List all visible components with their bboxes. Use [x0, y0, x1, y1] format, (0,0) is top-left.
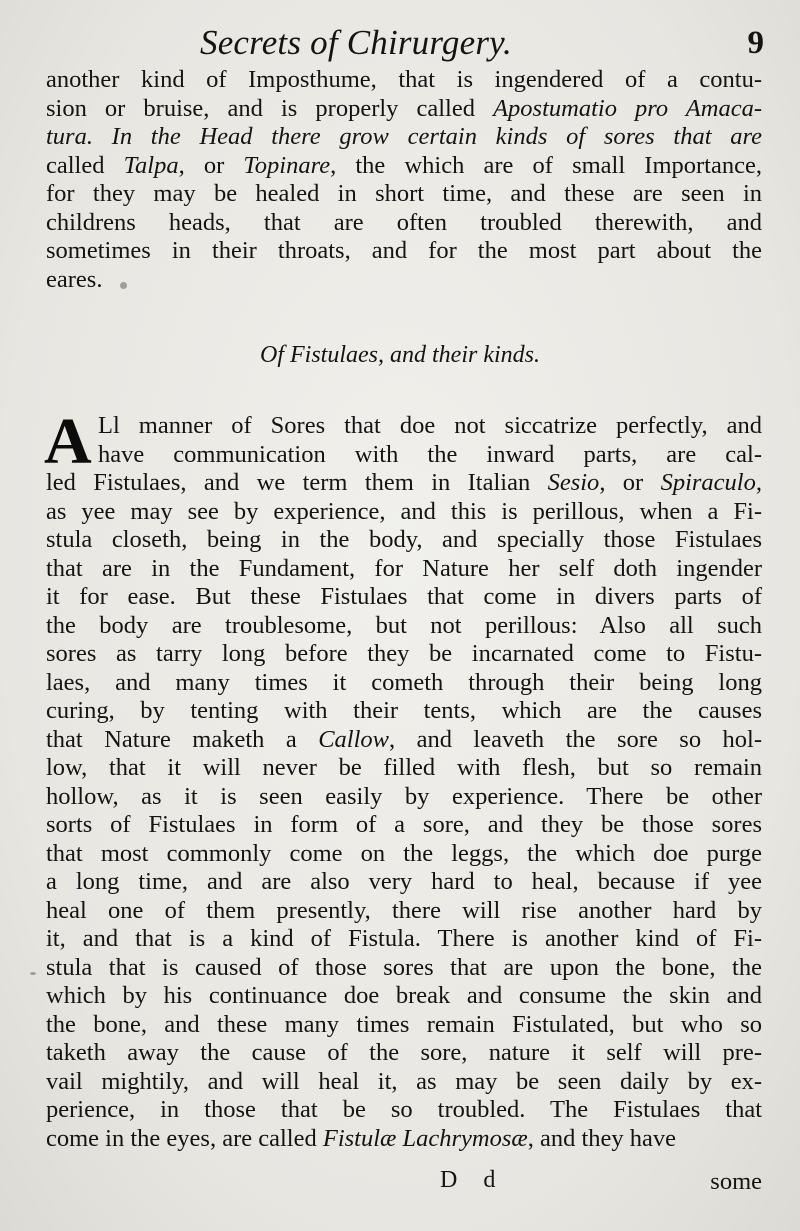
- text-run: Ll manner of Sores that doe not siccatrize perfectly, and: [98, 412, 762, 439]
- italic-term: In the Head there grow certain kinds of sores that are: [92, 123, 762, 150]
- italic-term: Apostumatio pro Amaca-: [493, 94, 762, 122]
- text-line: [46, 925, 762, 954]
- text-line: [46, 123, 762, 152]
- text-line: [46, 266, 762, 295]
- text-run: eares.: [46, 265, 103, 293]
- text-run: , or: [599, 469, 661, 496]
- text-line: [46, 555, 762, 584]
- text-run: , and they have: [527, 1124, 677, 1152]
- text-line: [46, 1068, 762, 1097]
- text-line: [46, 954, 762, 983]
- text-line: [46, 697, 762, 726]
- text-run: , or: [178, 151, 244, 179]
- paragraph-1: [46, 66, 762, 294]
- italic-term: Talpa: [123, 151, 179, 179]
- text-run: laes, and many times it cometh through their being long: [46, 668, 762, 696]
- text-line: [46, 1096, 762, 1125]
- section-heading: Of Fistulaes, and their kinds.: [260, 342, 540, 368]
- text-line: [46, 1039, 762, 1068]
- text-line: [46, 726, 762, 755]
- text-run: sorts of Fistulaes in form of a sore, and they be those sores: [46, 811, 762, 838]
- text-line: [46, 840, 762, 869]
- ink-speck: [30, 972, 36, 975]
- text-line: [46, 469, 762, 498]
- text-line: [46, 237, 762, 266]
- page-number: 9: [747, 25, 764, 61]
- text-run: come in the eyes, are called: [46, 1124, 323, 1152]
- text-line: [46, 783, 762, 812]
- text-line: [46, 441, 762, 470]
- italic-term: Callow: [318, 725, 390, 753]
- text-run: that are in the Fundament, for Nature her self doth ingender: [46, 554, 762, 582]
- text-line: [46, 1125, 762, 1154]
- text-run: taketh away the cause of the sore, nature it self will pre-: [46, 1039, 762, 1066]
- text-run: , and leaveth the sore so hol-: [389, 725, 762, 753]
- text-line: [46, 209, 762, 238]
- drop-cap: A: [44, 405, 92, 478]
- text-run: , the which are of small Importance,: [330, 151, 762, 179]
- text-line: [46, 95, 762, 124]
- text-run: stula closeth, being in the body, and specially those Fistulaes: [46, 526, 762, 553]
- italic-term: Fistulæ Lachrymosæ: [322, 1124, 528, 1152]
- text-run: that most commonly come on the leggs, the which doe purge: [46, 839, 762, 867]
- text-run: the body are troublesome, but not perillous: Also all such: [46, 611, 762, 639]
- text-run: that Nature maketh a: [46, 725, 319, 753]
- text-run: have communication with the inward parts, are cal-: [98, 440, 762, 468]
- text-line: [46, 897, 762, 926]
- text-line: [46, 868, 762, 897]
- italic-term: Sesio: [547, 469, 600, 496]
- text-line: [46, 180, 762, 209]
- text-line: [46, 498, 762, 527]
- signature-mark: D d: [440, 1167, 506, 1193]
- text-run: led Fistulaes, and we term them in Italian: [46, 469, 548, 496]
- text-run: sometimes in their throats, and for the most part about the: [46, 237, 762, 264]
- text-line: [46, 66, 762, 95]
- text-run: heal one of them presently, there will rise another hard by: [46, 896, 762, 924]
- text-line: [46, 152, 762, 181]
- italic-term: Spiraculo,: [660, 469, 762, 496]
- text-run: the bone, and these many times remain Fistulated, but who so: [46, 1010, 762, 1038]
- text-run: it for ease. But these Fistulaes that come in divers parts of: [46, 583, 762, 610]
- text-run: a long time, and are also very hard to heal, because if yee: [46, 868, 762, 895]
- text-line: [46, 640, 762, 669]
- text-run: low, that it will never be filled with flesh, but so remain: [46, 754, 762, 781]
- running-title: Secrets of Chirurgery.: [200, 23, 512, 62]
- text-run: curing, by tenting with their tents, which are the causes: [46, 697, 762, 724]
- text-run: sores as tarry long before they be incarnated come to Fistu-: [46, 640, 762, 667]
- text-run: sion or bruise, and is properly called: [46, 94, 494, 122]
- text-line: [46, 412, 762, 441]
- text-run: for they may be healed in short time, and these are seen in: [46, 180, 762, 207]
- paragraph-2: [44, 405, 762, 1153]
- text-line: [46, 1011, 762, 1040]
- text-line: [46, 754, 762, 783]
- text-line: [46, 811, 762, 840]
- text-run: called: [46, 151, 124, 179]
- italic-term: Topinare: [243, 151, 331, 179]
- text-run: vail mightily, and will heal it, as may be seen daily by ex-: [46, 1067, 762, 1095]
- page-header: [0, 20, 800, 68]
- catchword: some: [710, 1168, 762, 1195]
- text-run: perience, in those that be so troubled. The Fistulaes that: [46, 1096, 762, 1123]
- text-run: it, and that is a kind of Fistula. There is another kind of Fi-: [46, 925, 762, 952]
- text-run: childrens heads, that are often troubled therewith, and: [46, 208, 762, 236]
- ink-speck: [120, 282, 127, 289]
- italic-term: tura.: [46, 123, 93, 150]
- text-line: [46, 982, 762, 1011]
- text-line: [46, 583, 762, 612]
- text-line: [46, 669, 762, 698]
- text-run: hollow, as it is seen easily by experience. There be other: [46, 782, 762, 810]
- text-run: another kind of Imposthume, that is ingendered of a contu-: [46, 66, 762, 93]
- text-run: which by his continuance doe break and consume the skin and: [46, 982, 762, 1009]
- text-run: stula that is caused of those sores that are upon the bone, the: [46, 953, 762, 981]
- text-line: [46, 612, 762, 641]
- text-run: as yee may see by experience, and this is perillous, when a Fi-: [46, 497, 762, 525]
- text-line: [46, 526, 762, 555]
